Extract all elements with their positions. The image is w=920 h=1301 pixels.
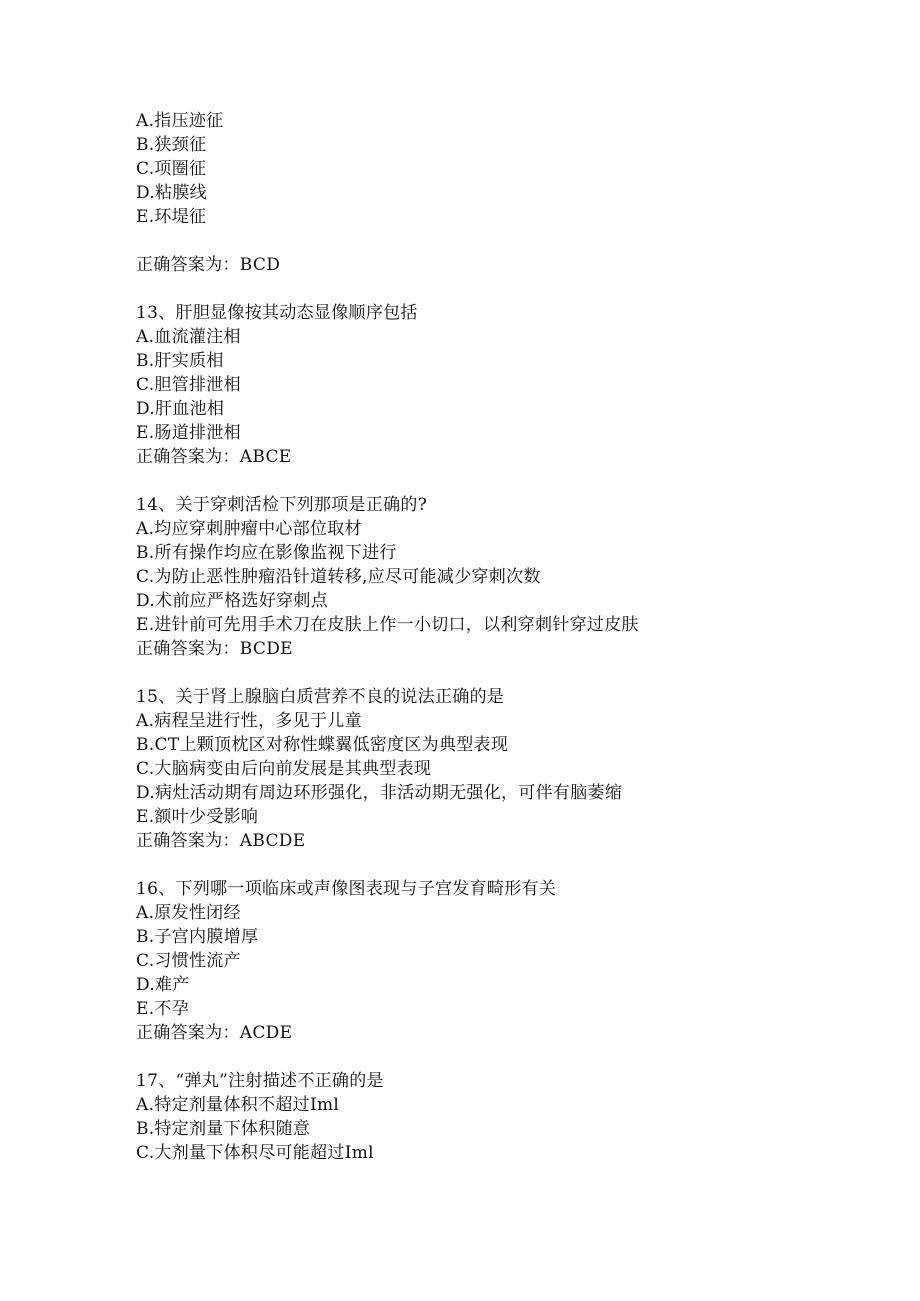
- option-c: C.胆管排泄相: [136, 375, 241, 395]
- option-d: D.肝血池相: [136, 399, 225, 419]
- question-stem: 14、关于穿刺活检下列那项是正确的?: [136, 495, 428, 515]
- option-e: E.不孕: [136, 999, 190, 1019]
- option-d: D.粘膜线: [136, 183, 207, 203]
- option-a: A.均应穿刺肿瘤中心部位取材: [136, 519, 362, 539]
- option-e: E.额叶少受影响: [136, 807, 259, 827]
- option-c: C.大脑病变由后向前发展是其典型表现: [136, 759, 432, 779]
- option-c: C.为防止恶性肿瘤沿针道转移,应尽可能减少穿刺次数: [136, 567, 541, 587]
- answer: 正确答案为：BCDE: [136, 639, 293, 659]
- option-a: A.原发性闭经: [136, 903, 241, 923]
- answer: 正确答案为：ABCE: [136, 447, 292, 467]
- exam-page: [136, 109, 856, 1165]
- option-e: E.肠道排泄相: [136, 423, 241, 443]
- option-a: A.指压迹征: [136, 111, 224, 131]
- option-a: A.特定剂量体积不超过Iml: [136, 1095, 340, 1115]
- option-b: B.子宫内膜增厚: [136, 927, 259, 947]
- option-c: C.习惯性流产: [136, 951, 241, 971]
- question-16: [136, 877, 856, 1045]
- answer: 正确答案为：ACDE: [136, 1023, 293, 1043]
- option-c: C.大剂量下体积尽可能超过Iml: [136, 1143, 374, 1163]
- answer: 正确答案为：BCD: [136, 255, 281, 275]
- question-13: [136, 301, 856, 469]
- option-e: E.进针前可先用手术刀在皮肤上作一小切口，以利穿刺针穿过皮肤: [136, 615, 639, 635]
- question-15: [136, 685, 856, 853]
- option-a: A.病程呈进行性，多见于儿童: [136, 711, 362, 731]
- question-stem: 13、肝胆显像按其动态显像顺序包括: [136, 303, 418, 323]
- option-c: C.项圈征: [136, 159, 207, 179]
- option-b: B.特定剂量下体积随意: [136, 1119, 311, 1139]
- question-17: [136, 1069, 856, 1165]
- question-stem: 15、关于肾上腺脑白质营养不良的说法正确的是: [136, 687, 505, 707]
- option-b: B.狭颈征: [136, 135, 207, 155]
- option-b: B.CT上颗顶枕区对称性蝶翼低密度区为典型表现: [136, 735, 509, 755]
- option-d: D.难产: [136, 975, 190, 995]
- question-stem: 16、下列哪一项临床或声像图表现与子宫发育畸形有关: [136, 879, 557, 899]
- option-d: D.术前应严格选好穿刺点: [136, 591, 329, 611]
- question-12-fragment: [136, 109, 856, 277]
- option-d: D.病灶活动期有周边环形强化，非活动期无强化，可伴有脑萎缩: [136, 783, 623, 803]
- option-e: E.环堤征: [136, 207, 207, 227]
- option-b: B.所有操作均应在影像监视下进行: [136, 543, 397, 563]
- question-14: [136, 493, 856, 661]
- answer: 正确答案为：ABCDE: [136, 831, 306, 851]
- option-b: B.肝实质相: [136, 351, 224, 371]
- option-a: A.血流灌注相: [136, 327, 241, 347]
- question-stem: 17、“弹丸”注射描述不正确的是: [136, 1071, 384, 1091]
